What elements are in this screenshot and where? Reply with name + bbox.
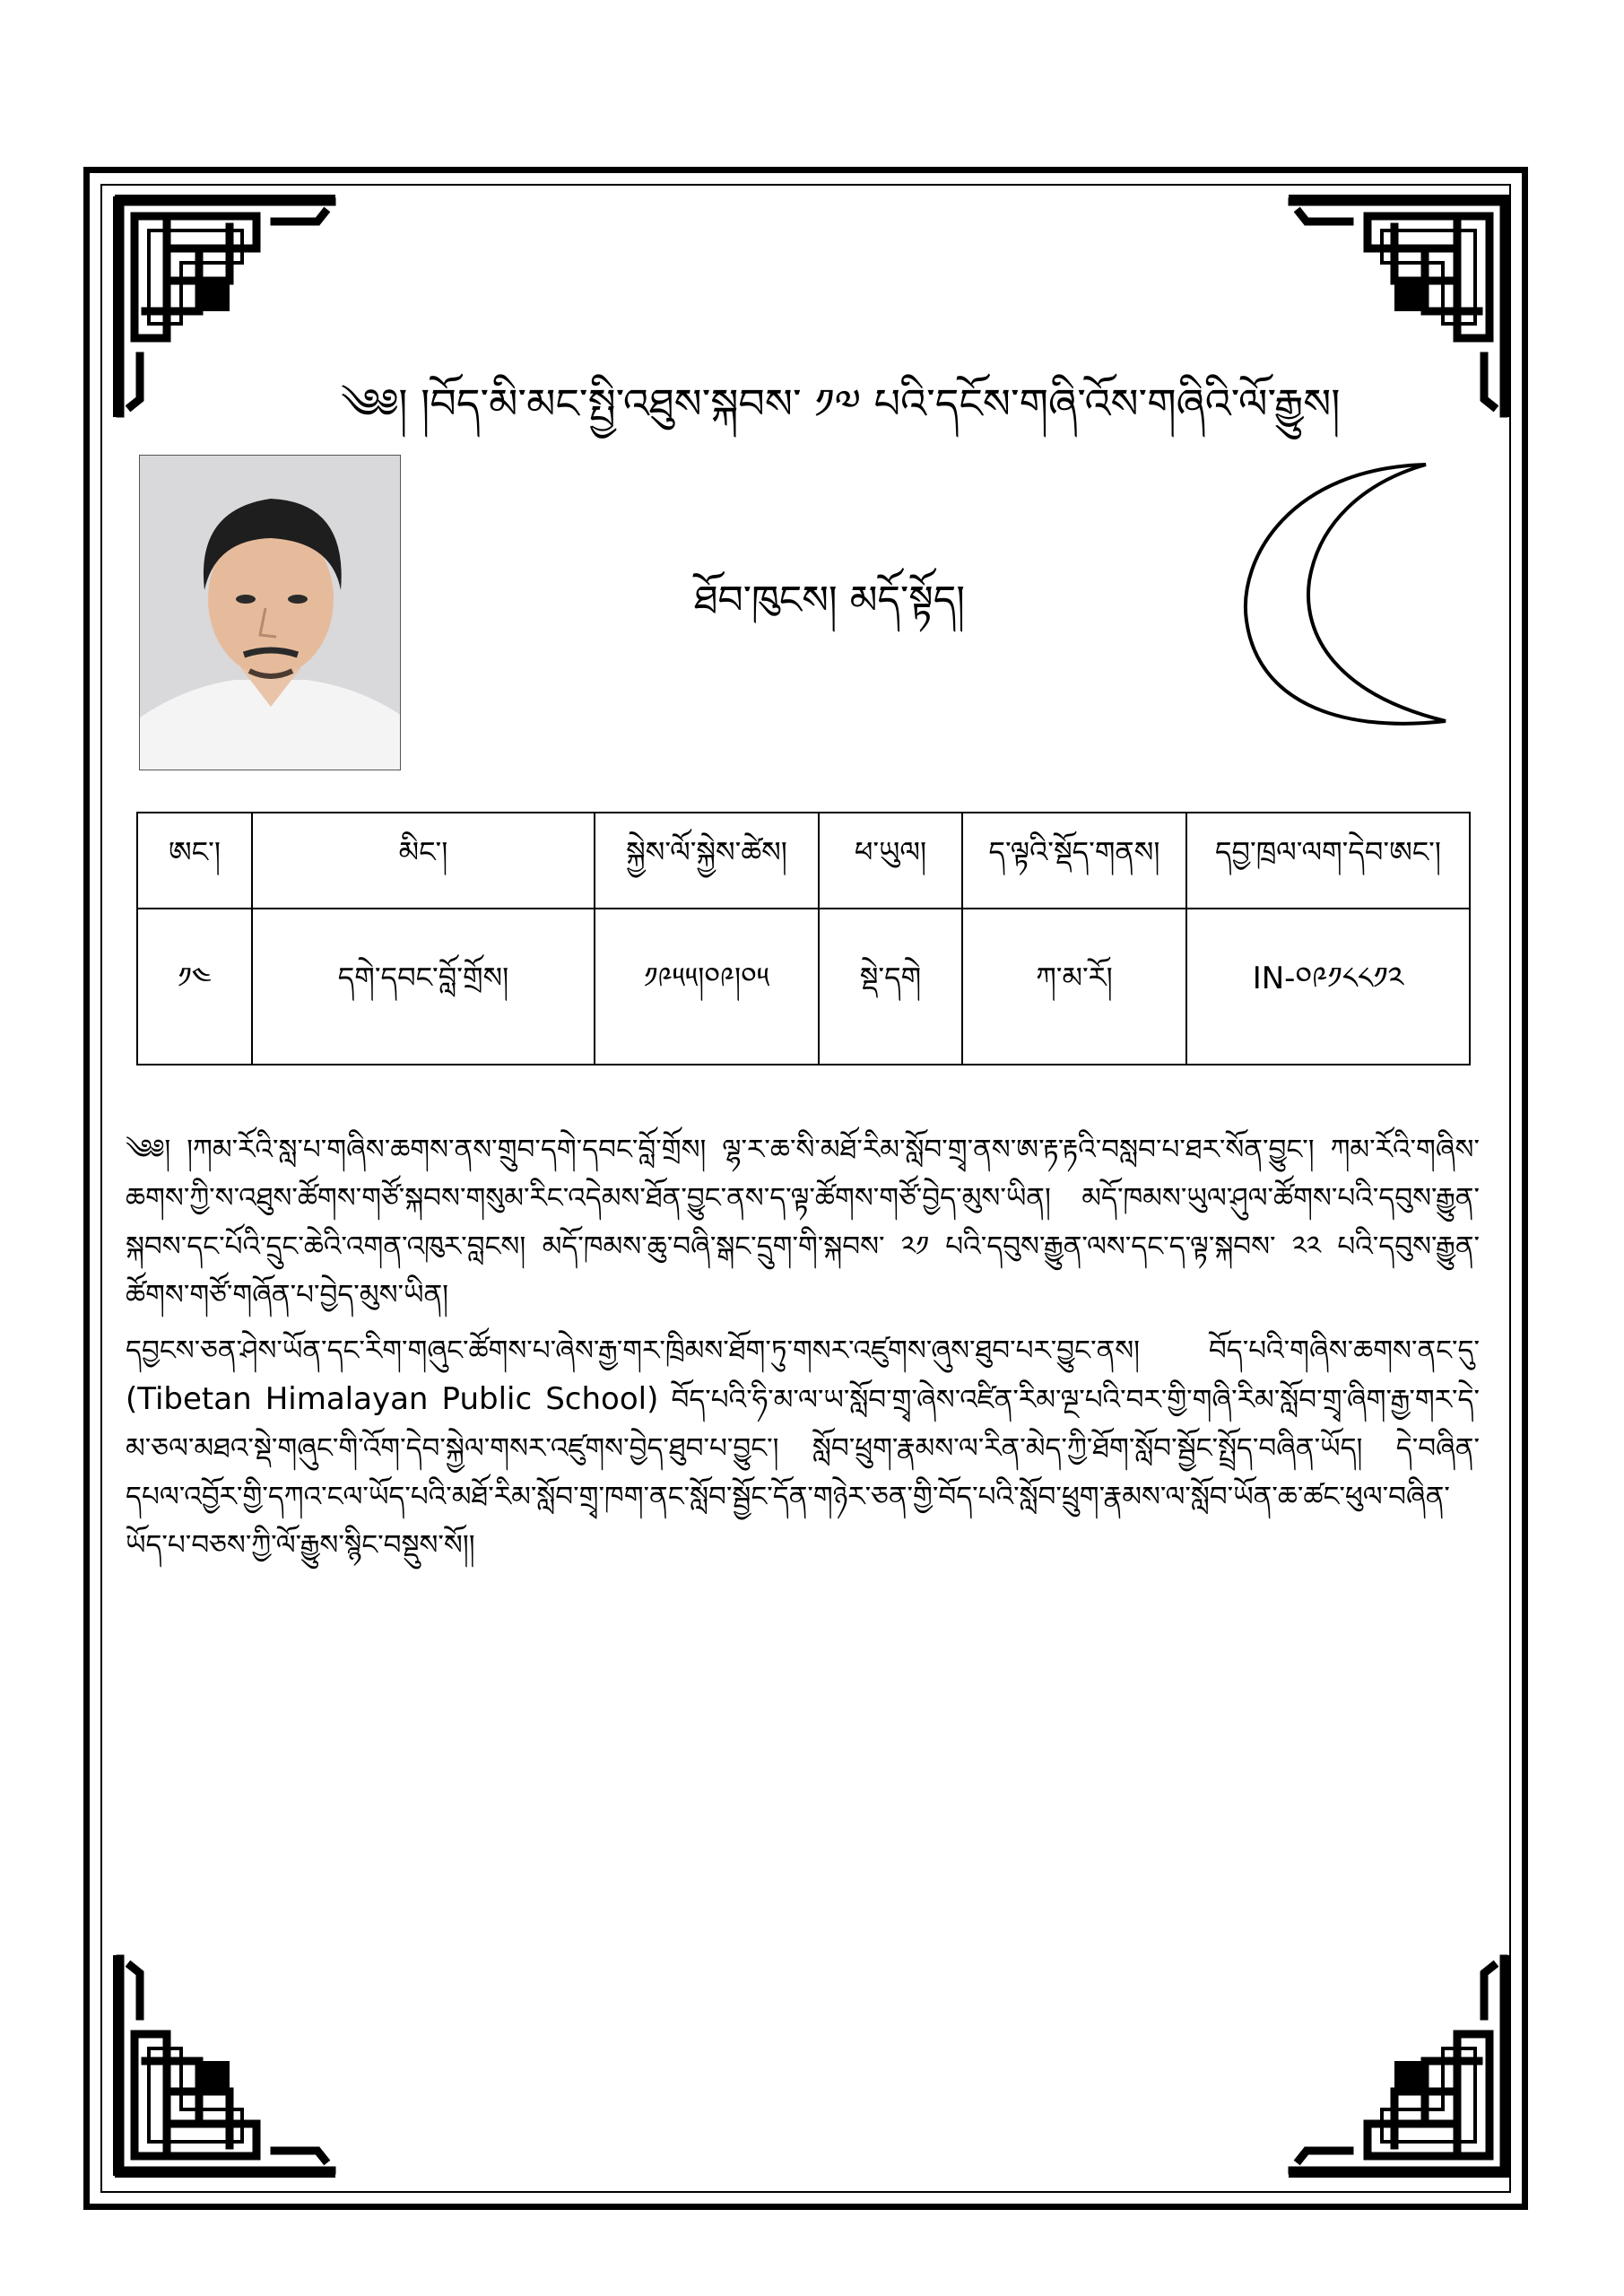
header-green-book-number: དབྱ་ཁྲལ་ལག་དེབ་ཨང་། — [1186, 813, 1470, 909]
cell-number: ༡༤ — [137, 909, 252, 1065]
header-hometown: ཕ་ཡུལ། — [819, 813, 962, 909]
header-current-residence: ད་ལྟའི་སྡོད་གནས། — [962, 813, 1186, 909]
corner-ornament-bottom-left — [113, 1953, 337, 2178]
header-birth-date: སྐྱེས་ལོ་སྐྱེས་ཚེས། — [595, 813, 819, 909]
biography-paragraph-1: ༄༅། །ཀམ་རོའི་སླ་པ་གཞིས་ཆགས་ནས་གྲུབ་དགེ་དབང་བློ་གྲོས། ལྷ་ར་ཆ་སི་མཐོ་རིམ་སློབ་གྲྭ་ནས་ཨ་རྟ་རྟའི་བསླབ་པ་ཐར་སོན་བྱུང་། ཀམ་རོའི་གཞིས་ཆགས་ཀྱི་ས་འཐུས་ཚོགས་གཙོ་སྐབས་གསུམ་རིང་འདེམས་ཐོན་བྱུང་ནས་ད་ལྟ་ཚོགས་གཙོ་བྱེད་མུས་ཡིན། མདོ་ཁམས་ཡུལ་ཤུལ་ཚོགས་པའི་དབུས་རྒྱུན་སྐབས་དང་པོའི་དྲུང་ཆེའི་འགན་འཁུར་བླངས། མདོ་ཁམས་ཆུ་བཞི་སྒང་དྲུག་གི་སྐབས་ ༢༡ པའི་དབུས་རྒྱུན་ལས་དང་ད་ལྟ་སྐབས་ ༢༢ པའི་དབུས་རྒྱུན་ཚོགས་གཙོ་གཞོན་པ་བྱེད་མུས་ཡིན། — [126, 1134, 1480, 1311]
cell-name: དགེ་དབང་བློ་གྲོས། — [252, 909, 595, 1065]
cell-birth-date: ༡༩༥༥།༠༩།༠༥ — [595, 909, 819, 1065]
corner-ornament-top-left — [113, 195, 337, 419]
table-header-row — [137, 813, 1470, 909]
biography-paragraph-2 — [126, 1326, 1480, 1570]
candidate-photo — [139, 455, 401, 770]
corner-ornament-bottom-right — [1287, 1953, 1511, 2178]
constituency-label: ཐོབ་ཁུངས། མདོ་སྟོད། — [693, 578, 965, 623]
candidate-info-table — [136, 812, 1471, 1065]
paragraph-2-part-2: བོད་པའི་ཧི་མ་ལ་ཡ་སློབ་གྲྭ་ཞེས་འཛིན་རིམ་ལྔ་པའི་བར་གྱི་གཞི་རིམ་སློབ་གྲྭ་ཞིག་རྒྱ་གར་དེ་མ་ཅལ་མཐའ་སྡེ་གཞུང་གི་འོག་དེབ་སྐྱེལ་གསར་འཛུགས་བྱེད་ཐུབ་པ་བྱུང་། སློབ་ཕྲུག་རྣམས་ལ་རིན་མེད་ཀྱི་ཐོག་སློབ་སྦྱོང་སྤྲོད་བཞིན་ཡོད། དེ་བཞིན་དཔལ་འབྱོར་གྱི་དཀའ་ངལ་ཡོད་པའི་མཐོ་རིམ་སློབ་གྲྭ་ཁག་ནང་སློབ་སྦྱོང་དོན་གཉེར་ཅན་གྱི་བོད་པའི་སློབ་ཕྲུག་རྣམས་ལ་སློབ་ཡོན་ཆ་ཚང་ཕུལ་བཞིན་ཡོད་པ་བཅས་ཀྱི་ལོ་རྒྱུས་སྙིང་བསྡུས་སོ།། — [126, 1384, 1480, 1561]
biography-text — [126, 1126, 1480, 1577]
school-english-name: (Tibetan Himalayan Public School) — [126, 1381, 659, 1417]
table-row — [137, 909, 1470, 1065]
paragraph-2-part-1: དབྱངས་ཅན་ཤེས་ཡོན་དང་རིག་གཞུང་ཚོགས་པ་ཞེས་རྒྱ་གར་ཁྲིམས་ཐོག་ཏུ་གསར་འཛུགས་ཞུས་ཐུབ་པར་བྱུང་ནས། བོད་པའི་གཞིས་ཆགས་ནང་དུ་ — [126, 1335, 1480, 1367]
crescent-moon-icon — [1238, 459, 1453, 734]
cell-hometown: སྡེ་དགེ — [819, 909, 962, 1065]
document-title: ༄༅། །བོད་མི་མང་སྤྱི་འཐུས་སྐབས་ ༡༧ པའི་དངོས་གཞི་འོས་གཞིའི་ལོ་རྒྱུས། — [341, 379, 1341, 428]
cell-current-residence: ཀ་མ་རོ། — [962, 909, 1186, 1065]
header-number: ཨང་། — [137, 813, 252, 909]
cell-green-book-number: IN-༠༩༡༨༨༡༢ — [1186, 909, 1470, 1065]
header-name: མིང་། — [252, 813, 595, 909]
